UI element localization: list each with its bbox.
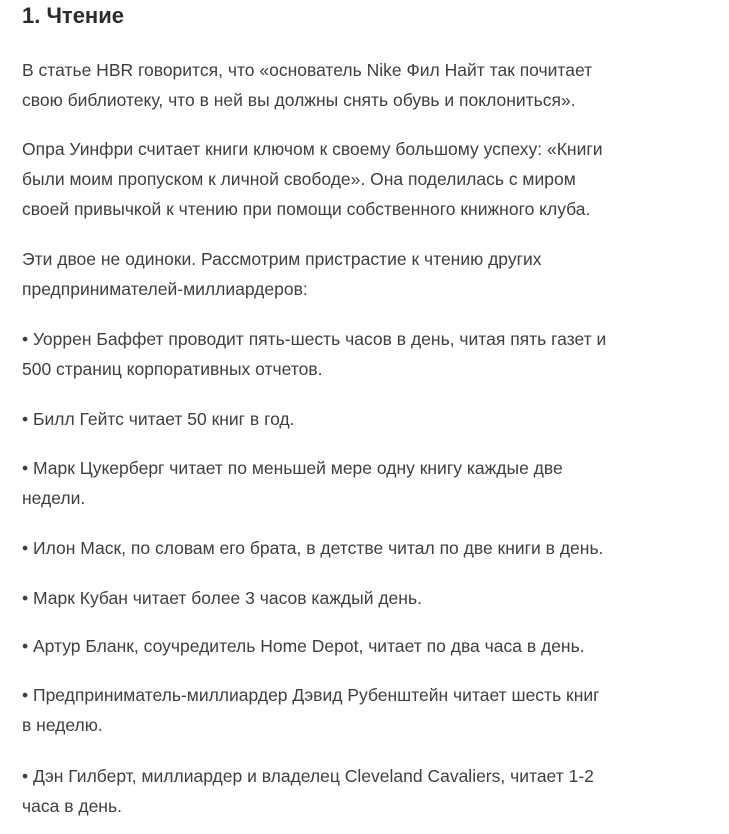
list-item-gates bbox=[22, 404, 682, 434]
list-item-buffett bbox=[22, 324, 682, 384]
paragraph-intro-list bbox=[22, 244, 682, 304]
text-line: • Артур Бланк, соучредитель Home Depot, читает по два часа в день. bbox=[22, 636, 585, 656]
text-line: в неделю. bbox=[22, 715, 103, 735]
text-line: • Марк Кубан читает более 3 часов каждый день. bbox=[22, 588, 422, 608]
list-item-gilbert bbox=[22, 761, 682, 821]
text-line: 500 страниц корпоративных отчетов. bbox=[22, 359, 323, 379]
text-line: Опра Уинфри считает книги ключом к своему большому успеху: «Книги bbox=[22, 139, 603, 159]
list-item-zuckerberg bbox=[22, 453, 682, 513]
list-item-rubenstein bbox=[22, 680, 682, 740]
text-line: Эти двое не одиноки. Рассмотрим пристрастие к чтению других bbox=[22, 249, 542, 269]
text-line: своей привычкой к чтению при помощи собственного книжного клуба. bbox=[22, 199, 591, 219]
text-line: • Илон Маск, по словам его брата, в детстве читал по две книги в день. bbox=[22, 538, 604, 558]
text-line: • Марк Цукерберг читает по меньшей мере одну книгу каждые две bbox=[22, 458, 563, 478]
list-item-cuban bbox=[22, 583, 682, 613]
text-line: предпринимателей-миллиардеров: bbox=[22, 279, 308, 299]
text-line: часа в день. bbox=[22, 796, 122, 816]
text-line: • Дэн Гилберт, миллиардер и владелец Cleveland Cavaliers, читает 1-2 bbox=[22, 766, 594, 786]
text-line: • Предприниматель-миллиардер Дэвид Рубенштейн читает шесть книг bbox=[22, 685, 600, 705]
text-line: • Уоррен Баффет проводит пять-шесть часов в день, читая пять газет и bbox=[22, 329, 607, 349]
section-heading: 1. Чтение bbox=[22, 3, 124, 28]
list-item-musk bbox=[22, 533, 682, 563]
text-line: • Билл Гейтс читает 50 книг в год. bbox=[22, 409, 295, 429]
text-line: свою библиотеку, что в ней вы должны снять обувь и поклониться». bbox=[22, 90, 576, 110]
list-item-blank bbox=[22, 631, 682, 661]
text-line: были моим пропуском к личной свободе». Она поделилась с миром bbox=[22, 169, 576, 189]
text-line: В статье HBR говорится, что «основатель Nike Фил Найт так почитает bbox=[22, 60, 593, 80]
paragraph-nike bbox=[22, 55, 682, 115]
text-line: недели. bbox=[22, 488, 86, 508]
paragraph-oprah bbox=[22, 134, 682, 224]
